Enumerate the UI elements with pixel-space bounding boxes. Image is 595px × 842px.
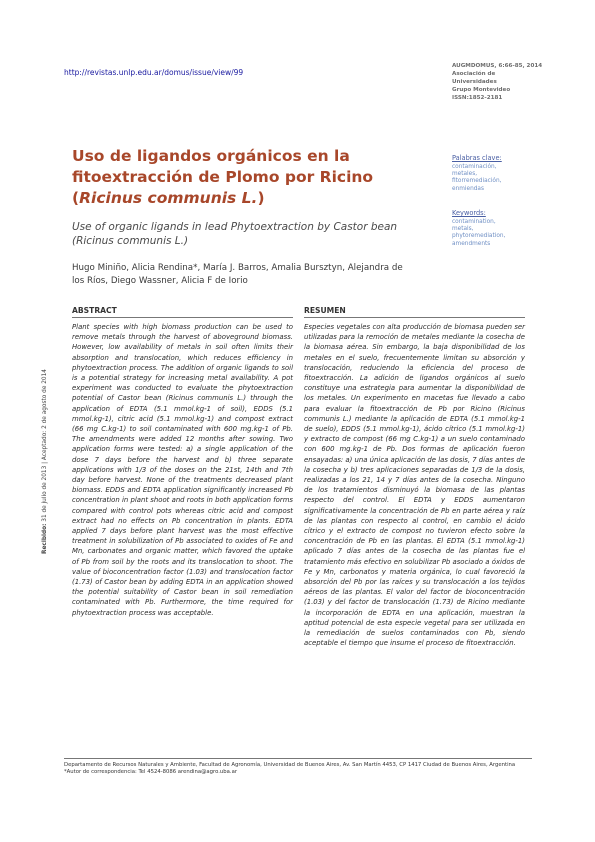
- keyword: fitorremediación,: [452, 178, 502, 185]
- article-subtitle: Use of organic ligands in lead Phytoextraction by Castor bean (Ricinus communis L.): [72, 221, 398, 247]
- abstract-divider: [72, 317, 293, 318]
- received-dates: [42, 294, 48, 554]
- title-close: ): [257, 189, 265, 207]
- keyword: contaminación,: [452, 164, 497, 170]
- abstract-heading: ABSTRACT: [72, 306, 117, 315]
- author-list: Hugo Miniño, Alicia Rendina*, María J. Barros, Amalia Bursztyn, Alejandra de los Ríos, Diego Wassner, Alicia F de Iorio: [72, 263, 403, 286]
- keyword: metales,: [452, 171, 478, 178]
- journal-url[interactable]: http://revistas.unlp.edu.ar/domus/issue/view/99: [64, 68, 244, 77]
- title-main: Uso de ligandos orgánicos en la fitoextracción de Plomo por Ricino (: [72, 147, 374, 207]
- affiliation-address: Departamento de Recursos Naturales y Ambiente, Facultad de Agronomía, Universidad de Buenos Aires, Av. San Martín 4453, CP 1417 Ciudad de Buenos Aires, Argentina: [64, 762, 516, 768]
- keywords-heading: Palabras clave:: [452, 154, 502, 162]
- abstract-body: Plant species with high biomass production can be used to remove metals through the harvest of aboveground biomass. However, low availability of metals in soil often limits their absorption and translocation, which reduces efficiency in phytoextraction process. The addition of organic ligands to soil is a potential strategy for increasing metal availability. A pot experiment was conducted to evaluate the phytoextraction potential of Castor bean (Ricinus communis L.) through the application of EDTA (5.1 mmol.kg-1 of soil), EDDS (5.1 mmol.kg-1), citric acid (5.1 mmol.kg-1) and compost extract (66 mg C.kg-1) to soil contaminated with 600 mg.kg-1 of Pb. The amendments were added 12 months after sowing. Two application forms were tested: a) a single application of the dose 7 days before the harvest and b) three separate applications with 1/3 of the doses on the 21st, 14th and 7th day before harvest. None of the treatments decreased plant biomass. EDDS and EDTA application significantly increased Pb concentration in plant shoot and roots in both application forms compared with control pots whereas citric acid and compost extract had no effects on Pb concentration in plants. EDTA applied 7 days before plant harvest was the most effective treatment in solubilization of Pb associated to oxides of Fe and Mn, carbonates and organic matter, which favored the uptake of Pb from soil by the roots and its translocation to shoot. The value of bioconcentration factor (1.03) and translocation factor (1.73) of Castor bean by adding EDTA in an application showed the potential suitability of Castor bean in soil remediation contaminated with Pb. Furthermore, the time required for phytoextraction process was acceptable.: [72, 323, 293, 617]
- keyword: phytoremediation,: [452, 233, 506, 240]
- resumen-divider: [304, 317, 525, 318]
- resumen-heading: RESUMEN: [304, 306, 346, 315]
- footer-divider: [64, 758, 532, 759]
- keywords-spanish: [452, 154, 577, 193]
- journal-line: AUGMDOMUS, 6:66-85, 2014: [452, 63, 543, 69]
- received-text: 31 de julio de 2013 | Aceptado: 2 de agosto de 2014: [42, 369, 48, 522]
- journal-line: Universidades: [452, 79, 497, 85]
- received-label: Recibido:: [42, 523, 48, 554]
- resumen-body: Especies vegetales con alta producción de biomasa pueden ser utilizadas para la remoción de metales mediante la cosecha de la biomasa aérea. Sin embargo, la baja disponibilidad de los metales en el suelo, frecuentemente limitan su absorción y translocación, reduciendo la eficiencia del proceso de fitoextracción. La adición de ligandos orgánicos al suelo constituye una estrategia para aumentar la disponibilidad de los metales. Un experimento en macetas fue llevado a cabo para evaluar la fitoextracción de Pb por Ricino (Ricinus communis L.) mediante la aplicación de EDTA (5.1 mmol.kg-1 de suelo), EDDS (5.1 mmol.kg-1), ácido cítrico (5.1 mmol.kg-1) y extracto de compost (66 mg C.kg-1) a un suelo contaminado con 600 mg.kg-1 de Pb. Dos formas de aplicación fueron ensayadas: a) una única aplicación de las dosis, 7 días antes de la cosecha y b) tres aplicaciones separadas de 1/3 de la dosis, realizadas a los 21, 14 y 7 días antes de la cosecha. Ninguno de los tratamientos disminuyó la biomasa de las plantas respecto del control. El EDTA y EDDS aumentaron significativamente la concentración de Pb en parte aérea y raíz de las plantas con respecto al control, en cambio el ácido cítrico y el extracto de compost no tuvieron efecto sobre la concentración de Pb en las plantas. El EDTA (5.1 mmol.kg-1) aplicado 7 días antes de la cosecha de las plantas fue el tratamiento más efectivo en solubilizar Pb asociado a óxidos de Fe y Mn, carbonatos y materia orgánica, lo cual favoreció la absorción del Pb por las raíces y su translocación a los tejidos aéreos de las plantas. El valor del factor de bioconcentración (1.03) y del factor de translocación (1.73) de Ricino mediante la incorporación de EDTA en una aplicación, muestran la aptitud potencial de esta especie vegetal para ser utilizada en la remediación de suelos contaminados con Pb, siendo aceptable el tiempo que insume el proceso de fitoextracción.: [304, 323, 526, 648]
- journal-info: [452, 62, 582, 102]
- journal-line: Asociación de: [452, 71, 496, 77]
- affiliation: [64, 762, 534, 777]
- corresponding-author: *Autor de correspondencia: Tel 4524-8086 arendina@agro.uba.ar: [64, 769, 238, 776]
- keyword: enmiendas: [452, 185, 484, 192]
- keyword: amendments: [452, 240, 491, 247]
- keyword: metals,: [452, 226, 474, 233]
- keywords-heading: Keywords:: [452, 209, 486, 217]
- title-species: Ricinus communis L.: [79, 189, 258, 207]
- journal-line: Grupo Montevideo: [452, 87, 511, 93]
- keyword: contamination,: [452, 219, 496, 225]
- journal-line: ISSN:1852-2181: [452, 95, 503, 101]
- article-title: [72, 146, 412, 209]
- keywords-english: [452, 209, 577, 248]
